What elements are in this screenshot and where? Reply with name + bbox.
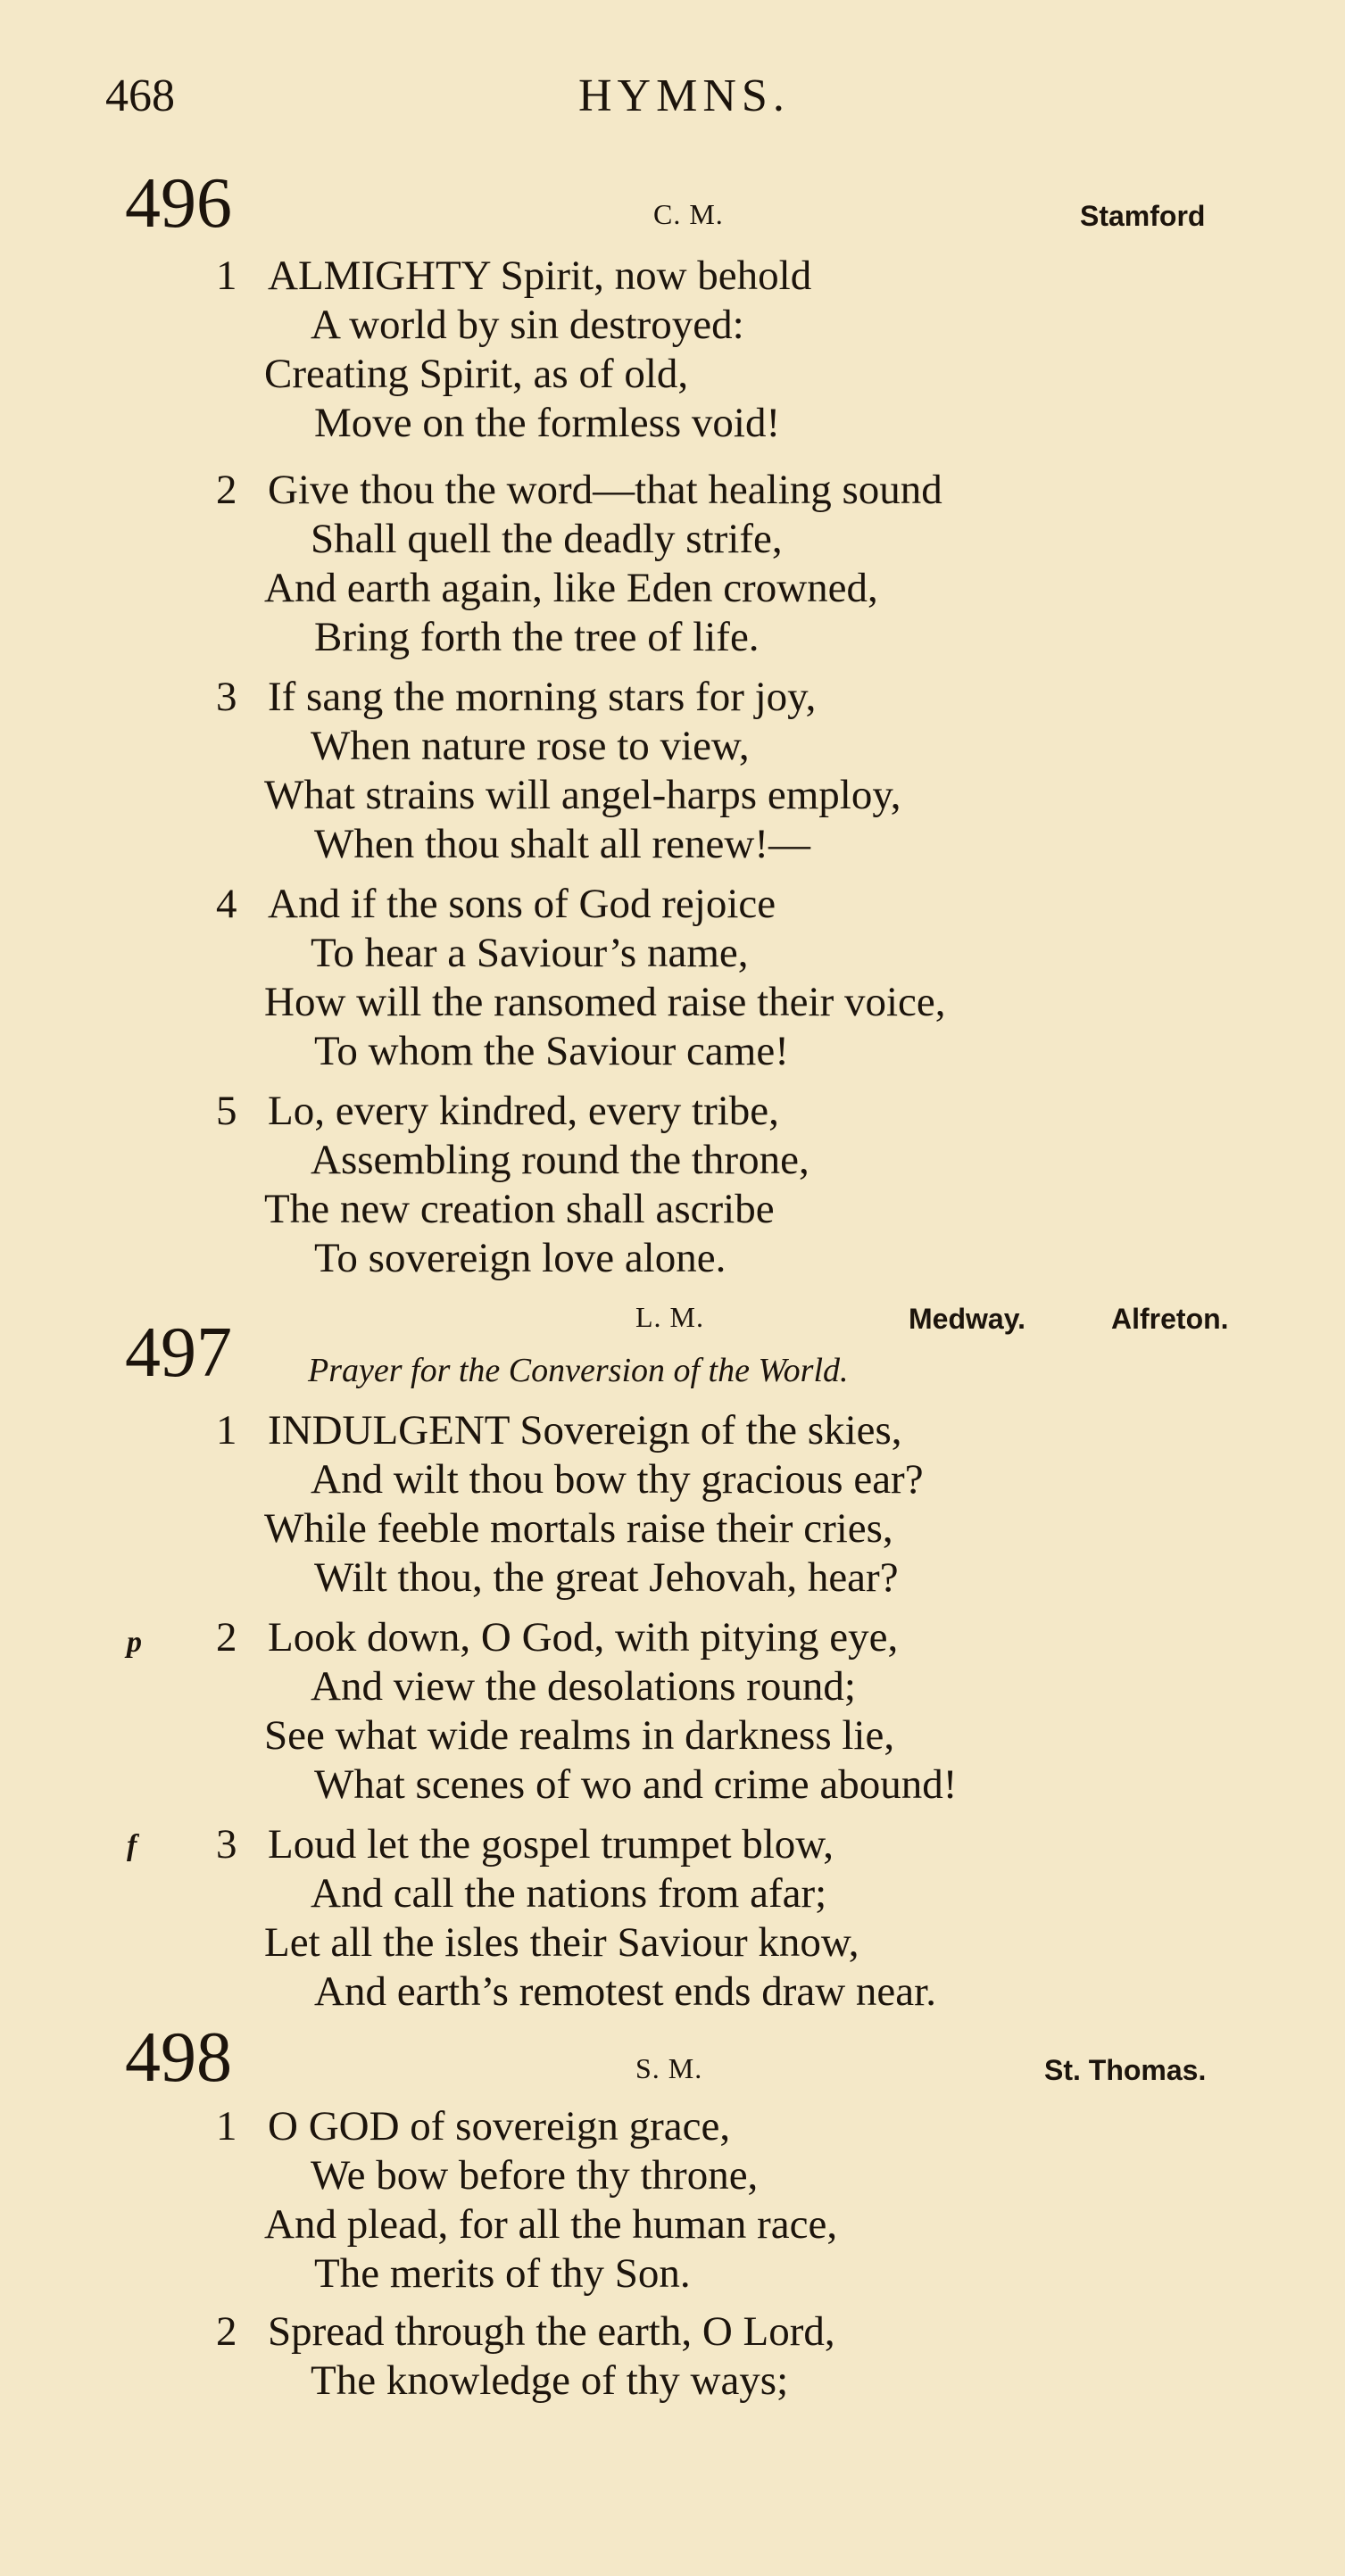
verse-line: When nature rose to view, bbox=[311, 723, 750, 769]
verse-line: Loud let the gospel trumpet blow, bbox=[268, 1821, 834, 1868]
verse-number: 2 bbox=[216, 1614, 237, 1661]
verse-line: O GOD of sovereign grace, bbox=[268, 2103, 731, 2149]
hymn-number: 498 bbox=[125, 2018, 232, 2097]
tune-name: Stamford bbox=[1080, 200, 1206, 232]
running-title: HYMNS. bbox=[578, 70, 790, 121]
verse-line: And earth again, like Eden crowned, bbox=[264, 565, 878, 611]
verse-line: INDULGENT Sovereign of the skies, bbox=[268, 1407, 902, 1454]
page-header bbox=[105, 70, 801, 123]
verse-number: 5 bbox=[216, 1088, 237, 1134]
verse-line: Shall quell the deadly strife, bbox=[311, 516, 783, 562]
tune-name: Medway. bbox=[909, 1303, 1025, 1335]
verse-number: 3 bbox=[216, 1821, 237, 1868]
hymn-number: 497 bbox=[125, 1313, 232, 1392]
verse-line: And if the sons of God rejoice bbox=[268, 881, 776, 927]
verse-line: See what wide realms in darkness lie, bbox=[264, 1712, 895, 1759]
verse-line: Lo, every kindred, every tribe, bbox=[268, 1088, 779, 1134]
verse-line: What scenes of wo and crime abound! bbox=[314, 1761, 958, 1808]
verse-line: When thou shalt all renew!— bbox=[314, 821, 810, 867]
verse-number: 4 bbox=[216, 881, 237, 927]
hymn-meter: C. M. bbox=[653, 198, 724, 230]
verse-line: And earth’s remotest ends draw near. bbox=[314, 1968, 936, 2015]
verse-line: Wilt thou, the great Jehovah, hear? bbox=[314, 1554, 899, 1601]
verse-number: 2 bbox=[216, 2308, 237, 2355]
verse-line: Spread through the earth, O Lord, bbox=[268, 2308, 835, 2355]
verse-line: Assembling round the throne, bbox=[311, 1137, 809, 1183]
page-number: 468 bbox=[105, 70, 175, 121]
hymn-subtitle: Prayer for the Conversion of the World. bbox=[308, 1352, 849, 1389]
verse-line: Let all the isles their Saviour know, bbox=[264, 1919, 859, 1966]
dynamic-mark: f bbox=[127, 1829, 137, 1862]
verse-line: What strains will angel-harps employ, bbox=[264, 772, 901, 818]
tune-name: St. Thomas. bbox=[1044, 2054, 1207, 2086]
verse-line: How will the ransomed raise their voice, bbox=[264, 979, 946, 1025]
verse-line: And call the nations from afar; bbox=[311, 1870, 827, 1917]
dynamic-mark: p bbox=[127, 1626, 142, 1659]
verse-line: To hear a Saviour’s name, bbox=[311, 930, 749, 976]
verse-line: While feeble mortals raise their cries, bbox=[264, 1505, 893, 1552]
verse-line: Look down, O God, with pitying eye, bbox=[268, 1614, 899, 1661]
verse-line: And wilt thou bow thy gracious ear? bbox=[311, 1456, 924, 1503]
verse-line: Bring forth the tree of life. bbox=[314, 614, 760, 660]
verse-line: Creating Spirit, as of old, bbox=[264, 351, 689, 397]
verse-line: A world by sin destroyed: bbox=[311, 302, 744, 348]
verse-line: The new creation shall ascribe bbox=[264, 1186, 775, 1232]
hymn-meter: L. M. bbox=[635, 1301, 704, 1333]
verse-line: ALMIGHTY Spirit, now behold bbox=[268, 253, 812, 299]
verse-line: The merits of thy Son. bbox=[314, 2250, 691, 2297]
verse-line: To whom the Saviour came! bbox=[314, 1028, 789, 1074]
verse-line: The knowledge of thy ways; bbox=[311, 2357, 789, 2404]
verse-line: And plead, for all the human race, bbox=[264, 2201, 838, 2248]
verse-line: And view the desolations round; bbox=[311, 1663, 856, 1710]
verse-line: If sang the morning stars for joy, bbox=[268, 674, 817, 720]
verse-line: To sovereign love alone. bbox=[314, 1235, 726, 1281]
verse-number: 1 bbox=[216, 1407, 237, 1454]
verse-number: 1 bbox=[216, 253, 237, 299]
hymn-meter: S. M. bbox=[635, 2052, 703, 2084]
verse-line: We bow before thy throne, bbox=[311, 2152, 759, 2199]
verse-number: 3 bbox=[216, 674, 237, 720]
hymn-number: 496 bbox=[125, 164, 232, 243]
tune-name: Alfreton. bbox=[1111, 1303, 1229, 1335]
verse-line: Move on the formless void! bbox=[314, 400, 781, 446]
verse-line: Give thou the word—that healing sound bbox=[268, 467, 942, 513]
verse-number: 2 bbox=[216, 467, 237, 513]
verse-number: 1 bbox=[216, 2103, 237, 2149]
